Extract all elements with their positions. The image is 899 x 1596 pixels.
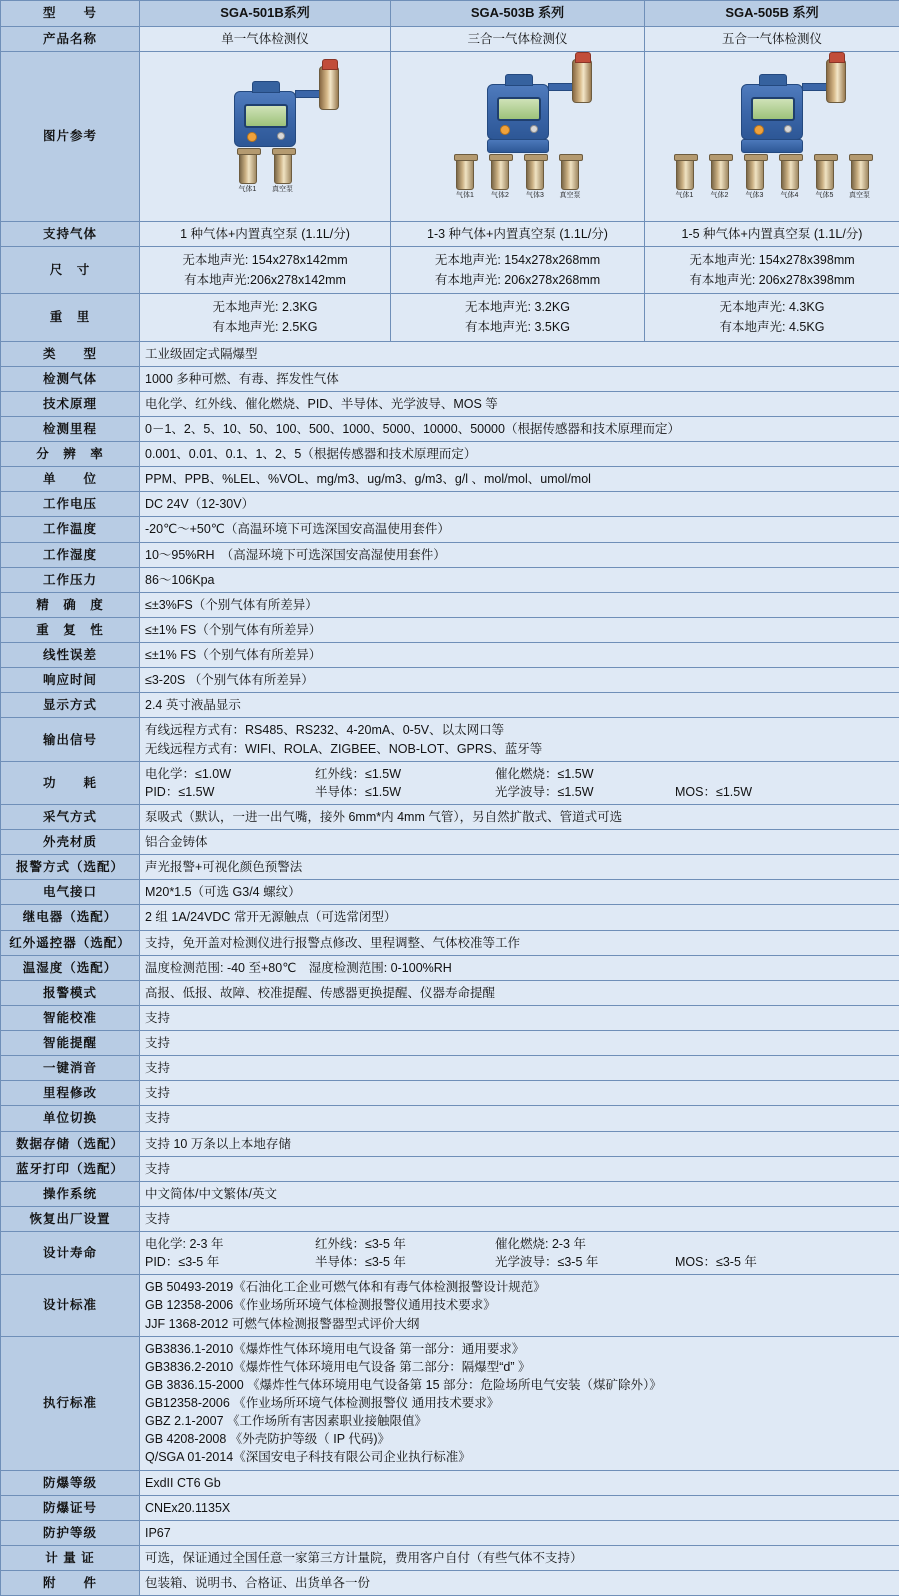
standard-item: GB 4208-2008 《外壳防护等级（ IP 代码)》	[145, 1430, 894, 1448]
gas-port-icon	[781, 156, 799, 190]
table-row	[1, 880, 899, 905]
life-electrochemical: 电化学: 2-3 年	[145, 1235, 315, 1253]
gas-ports	[452, 156, 583, 200]
value-operating-system: 中文简体/中文繁体/英文	[140, 1181, 899, 1206]
value-electrical-interface: M20*1.5（可选 G3/4 螺纹）	[140, 880, 899, 905]
weight-505b	[645, 294, 899, 341]
value-accuracy: ≤±3%FS（个别气体有所差异）	[140, 592, 899, 617]
table-row	[1, 1081, 899, 1106]
table-row	[1, 1005, 899, 1030]
port-item	[452, 156, 478, 200]
value-linearity: ≤±1% FS（个别气体有所差异）	[140, 643, 899, 668]
power-infrared: 红外线：≤1.5W	[315, 765, 495, 783]
weight-no-alarm: 无本地声光: 2.3KG	[145, 297, 385, 317]
row-label: 响应时间	[1, 668, 140, 693]
row-label: 里程修改	[1, 1081, 140, 1106]
table-row	[1, 1571, 899, 1596]
row-label: 附 件	[1, 1571, 140, 1596]
table-row	[1, 643, 899, 668]
power-semiconductor: 半导体：≤1.5W	[315, 783, 495, 801]
row-label: 防爆等级	[1, 1470, 140, 1495]
row-label: 产品名称	[1, 26, 140, 51]
supported-gas-501b: 1 种气体+内置真空泵 (1.1L/分)	[140, 221, 391, 246]
table-row	[1, 1131, 899, 1156]
gas-ports	[234, 150, 296, 194]
standard-item: GB 3836.15-2000 《爆炸性气体环境用电气设备第 15 部分：危险场所电气安装（煤矿除外）》	[145, 1376, 894, 1394]
row-label: 智能校准	[1, 1005, 140, 1030]
port-label: 气体3	[522, 192, 548, 200]
row-label: 单位切换	[1, 1106, 140, 1131]
weight-with-alarm: 有本地声光: 2.5KG	[145, 317, 385, 337]
table-row	[1, 1181, 899, 1206]
model-503b: SGA-503B 系列	[391, 1, 645, 27]
row-label: 报警模式	[1, 980, 140, 1005]
row-label: 报警方式（选配）	[1, 855, 140, 880]
life-infrared: 红外线：≤3-5 年	[315, 1235, 495, 1253]
table-row	[1, 1545, 899, 1570]
detector-illustration	[234, 91, 296, 147]
value-resolution: 0.001、0.01、0.1、1、2、5（根据传感器和技术原理而定）	[140, 442, 899, 467]
gas-port-icon	[711, 156, 729, 190]
wireless-output: 无线远程方式有：WIFI、ROLA、ZIGBEE、NOB-LOT、GPRS、蓝牙等	[145, 740, 894, 758]
port-label: 气体2	[487, 192, 513, 200]
detector-illustration	[487, 84, 549, 153]
row-label: 操作系统	[1, 1181, 140, 1206]
table-row	[1, 718, 899, 761]
gas-port-icon	[526, 156, 544, 190]
product-name-501b: 单一气体检测仪	[140, 26, 391, 51]
value-design-standards	[140, 1275, 899, 1336]
port-label: 气体1	[452, 192, 478, 200]
manifold-bar	[741, 139, 803, 153]
value-technology: 电化学、红外线、催化燃烧、PID、半导体、光学波导、MOS 等	[140, 391, 899, 416]
row-label: 线性误差	[1, 643, 140, 668]
port-item	[742, 156, 768, 200]
mount-arm	[548, 83, 574, 91]
table-row	[1, 1470, 899, 1495]
row-label: 防爆证号	[1, 1495, 140, 1520]
table-row	[1, 467, 899, 492]
power-mos: MOS：≤1.5W	[675, 783, 825, 801]
power-blank	[675, 765, 825, 783]
table-row	[1, 442, 899, 467]
table-row	[1, 247, 899, 294]
detector-illustration	[741, 84, 803, 153]
value-smart-calibration: 支持	[140, 1005, 899, 1030]
row-label: 计 量 证	[1, 1545, 140, 1570]
table-row	[1, 366, 899, 391]
standard-item: GB3836.1-2010《爆炸性气体环境用电气设备 第一部分：通用要求》	[145, 1340, 894, 1358]
row-label: 类 型	[1, 341, 140, 366]
button-icon	[784, 125, 792, 133]
row-label: 工作温度	[1, 517, 140, 542]
value-smart-reminder: 支持	[140, 1031, 899, 1056]
standard-item: GB 50493-2019《石油化工企业可燃气体和有毒气体检测报警设计规范》	[145, 1278, 894, 1296]
pump-port-icon	[561, 156, 579, 190]
dimension-with-alarm: 有本地声光: 206x278x398mm	[650, 270, 894, 290]
row-label: 技术原理	[1, 391, 140, 416]
pump-port-icon	[851, 156, 869, 190]
row-label: 智能提醒	[1, 1031, 140, 1056]
row-label: 检测气体	[1, 366, 140, 391]
button-icon	[530, 125, 538, 133]
power-pid: PID：≤1.5W	[145, 783, 315, 801]
power-optical: 光学波导：≤1.5W	[495, 783, 675, 801]
row-label: 工作湿度	[1, 542, 140, 567]
cap-icon	[505, 74, 533, 86]
standard-item: GB 12358-2006《作业场所环境气体检测报警仪通用技术要求》	[145, 1296, 894, 1314]
table-row	[1, 341, 899, 366]
row-label: 温湿度（选配）	[1, 955, 140, 980]
row-label: 数据存储（选配）	[1, 1131, 140, 1156]
row-label: 一键消音	[1, 1056, 140, 1081]
port-label: 气体1	[235, 186, 261, 194]
table-row	[1, 221, 899, 246]
row-label: 分 辨 率	[1, 442, 140, 467]
port-label: 气体1	[672, 192, 698, 200]
table-row	[1, 1206, 899, 1231]
vacuum-pump-icon	[572, 59, 592, 103]
value-design-life	[140, 1232, 899, 1275]
vacuum-pump-icon	[319, 66, 339, 110]
mount-arm	[295, 90, 321, 98]
port-item	[270, 150, 296, 194]
table-row	[1, 1495, 899, 1520]
table-row	[1, 668, 899, 693]
weight-with-alarm: 有本地声光: 3.5KG	[396, 317, 639, 337]
row-label: 蓝牙打印（选配）	[1, 1156, 140, 1181]
row-label: 显示方式	[1, 693, 140, 718]
table-row	[1, 905, 899, 930]
pump-label: 真空泵	[270, 186, 296, 194]
row-label: 恢复出厂设置	[1, 1206, 140, 1231]
value-voltage: DC 24V（12-30V）	[140, 492, 899, 517]
dimensions-505b	[645, 247, 899, 294]
value-temperature: -20℃～+50℃（高温环境下可选深国安高温使用套件）	[140, 517, 899, 542]
port-label: 气体2	[707, 192, 733, 200]
row-label: 采气方式	[1, 804, 140, 829]
row-label: 尺 寸	[1, 247, 140, 294]
indicator-light	[500, 125, 510, 135]
value-unit-switch: 支持	[140, 1106, 899, 1131]
port-label: 气体3	[742, 192, 768, 200]
power-row-1	[145, 765, 894, 783]
table-row	[1, 492, 899, 517]
product-name-505b: 五合一气体检测仪	[645, 26, 899, 51]
value-range-modify: 支持	[140, 1081, 899, 1106]
value-execution-standards	[140, 1336, 899, 1470]
table-row	[1, 617, 899, 642]
gas-port-icon	[746, 156, 764, 190]
device-image-501b	[140, 51, 391, 221]
value-humidity: 10～95%RH （高湿环境下可选深国安高湿使用套件）	[140, 542, 899, 567]
value-range: 0－1、2、5、10、50、100、500、1000、5000、10000、50000（根据传感器和技术原理而定）	[140, 416, 899, 441]
value-ir-remote: 支持，免开盖对检测仪进行报警点修改、里程调整、气体校准等工作	[140, 930, 899, 955]
value-output-signal	[140, 718, 899, 761]
table-row	[1, 1336, 899, 1470]
port-item	[522, 156, 548, 200]
table-row	[1, 26, 899, 51]
dimension-no-alarm: 无本地声光: 154x278x142mm	[145, 250, 385, 270]
value-display: 2.4 英寸液晶显示	[140, 693, 899, 718]
vacuum-pump-icon	[826, 59, 846, 103]
value-alarm-mode: 高报、低报、故障、校准提醒、传感器更换提醒、仪器寿命提醒	[140, 980, 899, 1005]
value-factory-reset: 支持	[140, 1206, 899, 1231]
standard-item: GB3836.2-2010《爆炸性气体环境用电气设备 第二部分：隔爆型“d” 》	[145, 1358, 894, 1376]
row-label: 支持气体	[1, 221, 140, 246]
port-item	[847, 156, 873, 200]
value-sampling: 泵吸式（默认，一进一出气嘴，接外 6mm*内 4mm 气管），另自然扩散式、管道式可选	[140, 804, 899, 829]
table-row	[1, 542, 899, 567]
dimension-with-alarm: 有本地声光: 206x278x268mm	[396, 270, 639, 290]
display-screen	[751, 97, 795, 121]
pump-label: 真空泵	[557, 192, 583, 200]
device-image-505b	[645, 51, 899, 221]
table-row	[1, 1106, 899, 1131]
table-row	[1, 1156, 899, 1181]
row-label: 电气接口	[1, 880, 140, 905]
indicator-light	[247, 132, 257, 142]
row-label: 输出信号	[1, 718, 140, 761]
model-505b: SGA-505B 系列	[645, 1, 899, 27]
value-accessories: 包装箱、说明书、合格证、出货单各一份	[140, 1571, 899, 1596]
life-blank	[675, 1235, 825, 1253]
port-item	[672, 156, 698, 200]
standard-item: GBZ 2.1-2007 《工作场所有害因素职业接触限值》	[145, 1412, 894, 1430]
cap-icon	[252, 81, 280, 93]
value-one-key-mute: 支持	[140, 1056, 899, 1081]
value-data-storage: 支持 10 万条以上本地存储	[140, 1131, 899, 1156]
wired-output: 有线远程方式有：RS485、RS232、4-20mA、0-5V、以太网口等	[145, 721, 894, 739]
table-row-images	[1, 51, 899, 221]
row-label: 单 位	[1, 467, 140, 492]
value-ex-rating: ExdII CT6 Gb	[140, 1470, 899, 1495]
standard-item: Q/SGA 01-2014《深国安电子科技有限公司企业执行标准》	[145, 1448, 894, 1466]
button-icon	[277, 132, 285, 140]
value-ip-rating: IP67	[140, 1520, 899, 1545]
row-label: 功 耗	[1, 761, 140, 804]
weight-503b	[391, 294, 645, 341]
table-row	[1, 830, 899, 855]
life-catalytic: 催化燃烧: 2-3 年	[495, 1235, 675, 1253]
table-row	[1, 1056, 899, 1081]
port-item	[707, 156, 733, 200]
value-alarm-method: 声光报警+可视化颜色预警法	[140, 855, 899, 880]
power-electrochemical: 电化学：≤1.0W	[145, 765, 315, 783]
table-row	[1, 294, 899, 341]
table-row	[1, 517, 899, 542]
value-temp-humidity: 温度检测范围: -40 至+80℃ 湿度检测范围: 0-100%RH	[140, 955, 899, 980]
dimension-no-alarm: 无本地声光: 154x278x398mm	[650, 250, 894, 270]
table-row	[1, 592, 899, 617]
table-row	[1, 1520, 899, 1545]
table-row	[1, 693, 899, 718]
row-label: 检测里程	[1, 416, 140, 441]
pump-port-icon	[274, 150, 292, 184]
dimensions-503b	[391, 247, 645, 294]
life-mos: MOS：≤3-5 年	[675, 1253, 825, 1271]
gas-port-icon	[456, 156, 474, 190]
manifold-bar	[487, 139, 549, 153]
row-label: 防护等级	[1, 1520, 140, 1545]
table-row	[1, 1031, 899, 1056]
table-row	[1, 1, 899, 27]
weight-with-alarm: 有本地声光: 4.5KG	[650, 317, 894, 337]
power-row-2	[145, 783, 894, 801]
life-row-1	[145, 1235, 894, 1253]
indicator-light	[754, 125, 764, 135]
dimension-with-alarm: 有本地声光:206x278x142mm	[145, 270, 385, 290]
pump-label: 真空泵	[847, 192, 873, 200]
table-row	[1, 567, 899, 592]
row-label: 工作电压	[1, 492, 140, 517]
table-row	[1, 955, 899, 980]
value-repeatability: ≤±1% FS（个别气体有所差异）	[140, 617, 899, 642]
value-bluetooth-print: 支持	[140, 1156, 899, 1181]
port-item	[487, 156, 513, 200]
life-row-2	[145, 1253, 894, 1271]
cap-icon	[759, 74, 787, 86]
row-label: 工作压力	[1, 567, 140, 592]
weight-501b	[140, 294, 391, 341]
table-row	[1, 761, 899, 804]
table-row	[1, 804, 899, 829]
mount-arm	[802, 83, 828, 91]
value-type: 工业级固定式隔爆型	[140, 341, 899, 366]
table-row	[1, 1232, 899, 1275]
row-label: 型 号	[1, 1, 140, 27]
product-name-503b: 三合一气体检测仪	[391, 26, 645, 51]
row-label: 继电器（选配）	[1, 905, 140, 930]
row-label: 执行标准	[1, 1336, 140, 1470]
value-housing: 铝合金铸体	[140, 830, 899, 855]
value-power-consumption	[140, 761, 899, 804]
dimensions-501b	[140, 247, 391, 294]
value-relay: 2 组 1A/24VDC 常开无源触点（可选常闭型）	[140, 905, 899, 930]
value-response-time: ≤3-20S （个别气体有所差异）	[140, 668, 899, 693]
row-label: 外壳材质	[1, 830, 140, 855]
table-row	[1, 416, 899, 441]
row-label: 图片参考	[1, 51, 140, 221]
value-unit: PPM、PPB、%LEL、%VOL、mg/m3、ug/m3、g/m3、g/l 、mol/mol、umol/mol	[140, 467, 899, 492]
value-pressure: 86～106Kpa	[140, 567, 899, 592]
value-ex-certificate: CNEx20.1135X	[140, 1495, 899, 1520]
table-row	[1, 391, 899, 416]
life-optical: 光学波导：≤3-5 年	[495, 1253, 675, 1271]
gas-ports	[672, 156, 873, 200]
weight-no-alarm: 无本地声光: 4.3KG	[650, 297, 894, 317]
row-label: 重 复 性	[1, 617, 140, 642]
table-row	[1, 855, 899, 880]
life-pid: PID：≤3-5 年	[145, 1253, 315, 1271]
row-label: 红外遥控器（选配）	[1, 930, 140, 955]
value-detected-gas: 1000 多种可燃、有毒、挥发性气体	[140, 366, 899, 391]
port-item	[557, 156, 583, 200]
model-501b: SGA-501B系列	[140, 1, 391, 27]
dimension-no-alarm: 无本地声光: 154x278x268mm	[396, 250, 639, 270]
display-screen	[497, 97, 541, 121]
row-label: 设计寿命	[1, 1232, 140, 1275]
port-item	[812, 156, 838, 200]
port-label: 气体4	[777, 192, 803, 200]
life-semiconductor: 半导体：≤3-5 年	[315, 1253, 495, 1271]
standard-item: JJF 1368-2012 可燃气体检测报警器型式评价大纲	[145, 1315, 894, 1333]
port-item	[235, 150, 261, 194]
row-label: 重 里	[1, 294, 140, 341]
row-label: 设计标准	[1, 1275, 140, 1336]
gas-port-icon	[816, 156, 834, 190]
port-label: 气体5	[812, 192, 838, 200]
gas-port-icon	[491, 156, 509, 190]
row-label: 精 确 度	[1, 592, 140, 617]
table-row	[1, 1275, 899, 1336]
device-image-503b	[391, 51, 645, 221]
supported-gas-503b: 1-3 种气体+内置真空泵 (1.1L/分)	[391, 221, 645, 246]
gas-port-icon	[239, 150, 257, 184]
standard-item: GB12358-2006 《作业场所环境气体检测报警仪 通用技术要求》	[145, 1394, 894, 1412]
power-catalytic: 催化燃烧：≤1.5W	[495, 765, 675, 783]
table-row	[1, 930, 899, 955]
table-row	[1, 980, 899, 1005]
value-metrology-certificate: 可选，保证通过全国任意一家第三方计量院，费用客户自付（有些气体不支持）	[140, 1545, 899, 1570]
supported-gas-505b: 1-5 种气体+内置真空泵 (1.1L/分)	[645, 221, 899, 246]
port-item	[777, 156, 803, 200]
display-screen	[244, 104, 288, 128]
weight-no-alarm: 无本地声光: 3.2KG	[396, 297, 639, 317]
gas-port-icon	[676, 156, 694, 190]
